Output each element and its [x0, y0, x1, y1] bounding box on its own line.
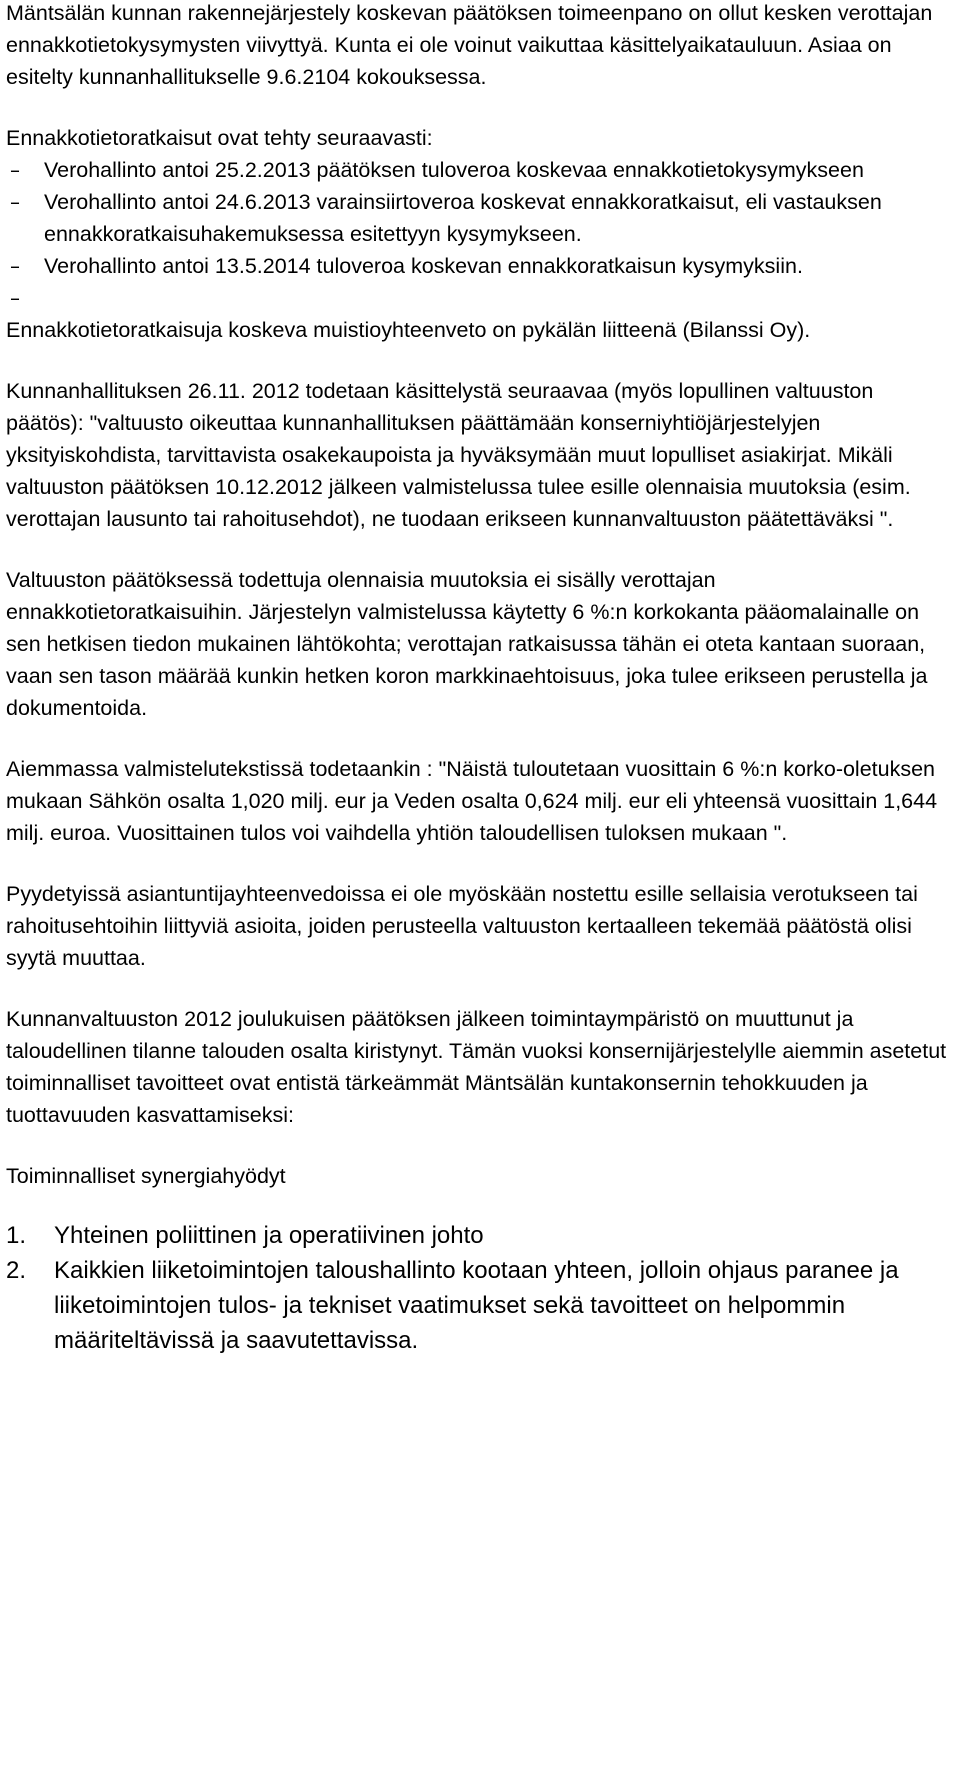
synergy-item: [6, 1253, 954, 1358]
body-paragraph: Kunnanvaltuuston 2012 joulukuisen päätöksen jälkeen toimintaympäristö on muuttunut ja taloudellinen tilanne talouden osalta kiristynyt. Tämän vuoksi konsernijärjestelylle aiemmin asetetut toiminnalliset tavoitteet ovat entistä tärkeämmät Mäntsälän kuntakonsernin tehokkuuden ja tuottavuuden kasvattamiseksi:: [6, 1007, 947, 1127]
intro-paragraph: Mäntsälän kunnan rakennejärjestely koskevan päätöksen toimeenpano on ollut kesken verottajan ennakkotietokysymysten viivyttyä. Kunta ei ole voinut vaikuttaa käsittelyaikatauluun. Asiaa on esitelty kunnanhallitukselle 9.6.2104 kokouksessa.: [6, 1, 933, 89]
synergy-text: Kaikkien liiketoimintojen taloushallinto kootaan yhteen, jolloin ohjaus paranee ja liiketoimintojen tulos- ja tekniset vaatimukset sekä tavoitteet on helpommin määriteltävissä ja saavutettavissa.: [54, 1257, 899, 1354]
memo-paragraph: Ennakkotietoratkaisuja koskeva muistioyhteenveto on pykälän liitteenä (Bilanssi Oy).: [6, 318, 811, 342]
synergy-list: [6, 1218, 954, 1358]
dash-bullet-icon: –: [10, 254, 20, 278]
body-paragraph: Pyydetyissä asiantuntijayhteenvedoissa ei ole myöskään nostettu esille sellaisia verotukseen tai rahoitusehtoihin liittyviä asioita, joiden perusteella valtuuston kertaalleen tekemää päätöstä olisi syytä muuttaa.: [6, 882, 918, 970]
ruling-text: Verohallinto antoi 25.2.2013 päätöksen tuloveroa koskevaa ennakkotietokysymykseen: [44, 158, 864, 182]
ruling-text: [44, 286, 50, 310]
dash-bullet-icon: –: [10, 158, 20, 182]
ruling-item: [6, 250, 954, 282]
ruling-item: [6, 154, 954, 186]
ruling-text: Verohallinto antoi 24.6.2013 varainsiirtoveroa koskevat ennakkoratkaisut, eli vastauksen ennakkoratkaisuhakemuksessa esitettyyn kysymykseen.: [44, 190, 882, 246]
rulings-heading: Ennakkotietoratkaisut ovat tehty seuraavasti:: [6, 126, 433, 150]
ruling-text: Verohallinto antoi 13.5.2014 tuloveroa koskevan ennakkoratkaisun kysymyksiin.: [44, 254, 803, 278]
synergy-item: [6, 1218, 954, 1253]
rulings-list: [6, 154, 954, 314]
body-paragraph: Valtuuston päätöksessä todettuja olennaisia muutoksia ei sisälly verottajan ennakkotietoratkaisuihin. Järjestelyn valmistelussa käytetty 6 %:n korkokanta pääomalainalle on sen hetkisen tiedon mukainen lähtökohta; verottajan ratkaisussa tähän ei oteta kantaan suoraan, vaan sen tason määrää kunkin hetken koron markkinaehtoisuus, joka tulee erikseen perustella ja dokumentoida.: [6, 568, 928, 720]
synergy-text: Yhteinen poliittinen ja operatiivinen johto: [54, 1222, 484, 1249]
body-paragraph: Aiemmassa valmistelutekstissä todetaankin : "Näistä tuloutetaan vuosittain 6 %:n korko-oletuksen mukaan Sähkön osalta 1,020 milj. eur ja Veden osalta 0,624 milj. eur eli yhteensä vuosittain 1,644 milj. euroa. Vuosittainen tulos voi vaihdella yhtiön taloudellisen tuloksen mukaan ".: [6, 757, 938, 845]
synergy-heading: Toiminnalliset synergiahyödyt: [6, 1164, 286, 1188]
list-number: 2.: [6, 1257, 27, 1284]
dash-bullet-icon: –: [10, 286, 20, 310]
ruling-item: [6, 282, 954, 314]
list-number: 1.: [6, 1222, 27, 1249]
ruling-item: [6, 186, 954, 250]
body-paragraph: Kunnanhallituksen 26.11. 2012 todetaan käsittelystä seuraavaa (myös lopullinen valtuuston päätös): "valtuusto oikeuttaa kunnanhallituksen päättämään konserniyhtiöjärjestelyjen yksityiskohdista, tarvittavista osakekaupoista ja hyväksymään muut lopulliset asiakirjat. Mikäli valtuuston päätöksen 10.12.2012 jälkeen valmistelussa tulee esille olennaisia muutoksia (esim. verottajan lausunto tai rahoitusehdot), ne tuodaan erikseen kunnanvaltuuston päätettäväksi ".: [6, 379, 911, 531]
dash-bullet-icon: –: [10, 190, 20, 214]
document-page: [6, 0, 954, 1358]
